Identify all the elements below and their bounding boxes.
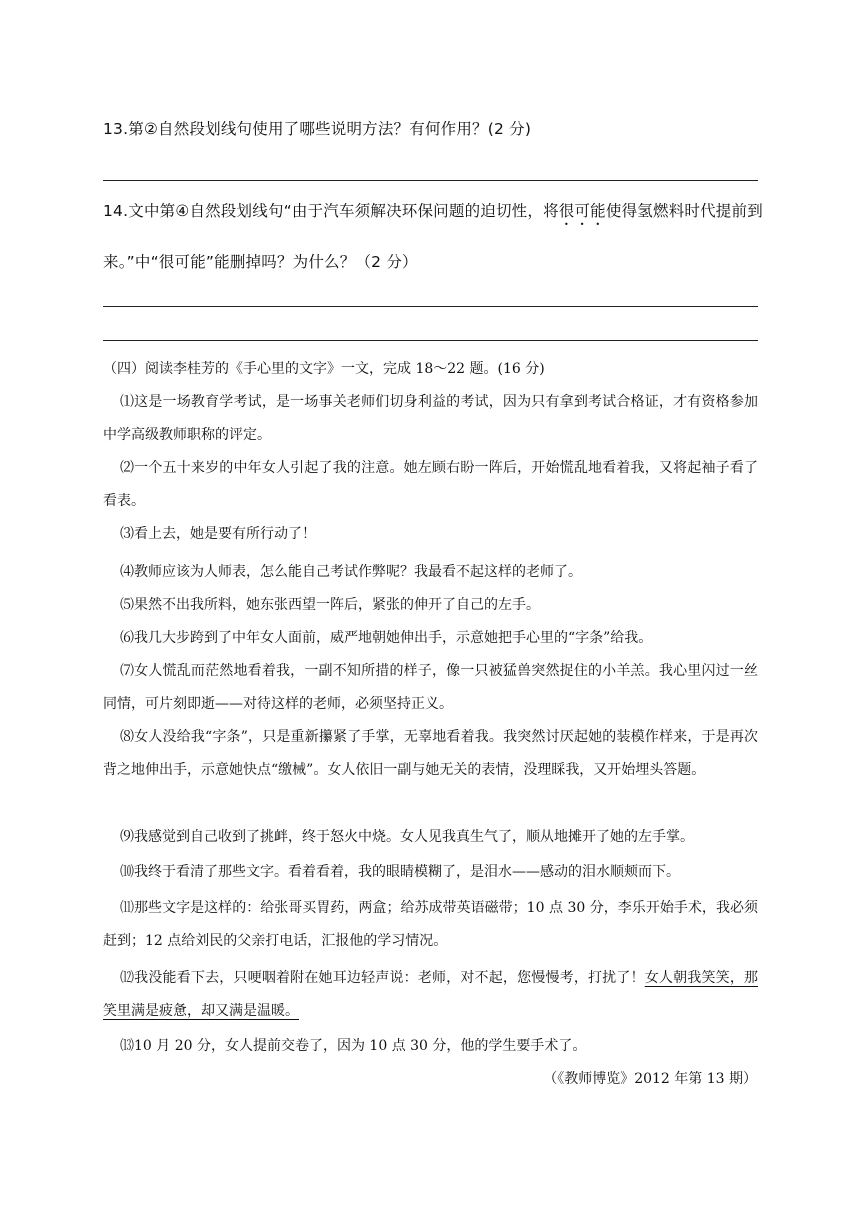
q14-text: 14.文中第④自然段划线句“由于汽车须解决环保问题的迫切性，将 bbox=[103, 202, 559, 220]
q14-text-tail: 使得氢燃料时代提前到 bbox=[605, 202, 763, 220]
paragraph-6: ⑹我几大步跨到了中年女人面前，威严地朝她伸出手，示意她把手心里的“字条”给我。 bbox=[120, 630, 653, 646]
question-13: 13.第②自然段划线句使用了哪些说明方法？有何作用？(2 分) bbox=[103, 120, 532, 138]
question-14-line-2: 来。”中“很可能”能删掉吗？为什么？（2 分） bbox=[103, 253, 418, 271]
paragraph-10: ⑽我终于看清了那些文字。看着看着，我的眼睛模糊了，是泪水——感动的泪水顺颊而下。 bbox=[120, 864, 680, 880]
paragraph-12-underlined: 女人朝我笑笑，那笑里满是疲惫，却又满是温暖。 bbox=[103, 970, 759, 1019]
paragraph-9: ⑼我感觉到自己收到了挑衅，终于怒火中烧。女人见我真生气了，顺从地摊开了她的左手掌。 bbox=[120, 829, 694, 845]
paragraph-13: ⒀10 月 20 分，女人提前交卷了，因为 10 点 30 分，他的学生要手术了。 bbox=[120, 1038, 587, 1054]
paragraph-4: ⑷教师应该为人师表，怎么能自己考试作弊呢？我最看不起这样的老师了。 bbox=[120, 564, 582, 580]
q14-dotted-phrase: 很可能 bbox=[558, 202, 606, 220]
question-14-line-1 bbox=[103, 199, 763, 229]
answer-line-13 bbox=[103, 180, 758, 181]
paragraph-2: ⑵一个五十来岁的中年女人引起了我的注意。她左顾右盼一阵后，开始慌乱地看着我，又将起袖子看了看表。 bbox=[103, 460, 758, 509]
paragraph-3: ⑶看上去，她是要有所行动了！ bbox=[120, 526, 316, 542]
paragraph-11: ⑾那些文字是这样的：给张哥买胃药，两盒；给苏成带英语磁带；10 点 30 分，李乐开始手术，我必须赶到；12 点给刘民的父亲打电话，汇报他的学习情况。 bbox=[103, 900, 758, 949]
paragraph-12 bbox=[103, 962, 758, 1028]
paragraph-5: ⑸果然不出我所料，她东张西望一阵后，紧张的伸开了自己的左手。 bbox=[120, 597, 540, 613]
paragraph-1: ⑴这是一场教育学考试，是一场事关老师们切身利益的考试，因为只有拿到考试合格证，才有资格参加中学高级教师职称的评定。 bbox=[103, 394, 758, 443]
section-heading: （四）阅读李桂芳的《手心里的文字》一文，完成 18～22 题。(16 分) bbox=[103, 361, 545, 377]
paragraph-7: ⑺女人慌乱而茫然地看着我，一副不知所措的样子，像一只被猛兽突然捉住的小羊羔。我心里闪过一丝同情，可片刻即逝——对待这样的老师，必须坚持正义。 bbox=[103, 663, 758, 712]
paragraph-8: ⑻女人没给我“字条”，只是重新攥紧了手掌，无辜地看着我。我突然讨厌起她的装模作样来，于是再次背之地伸出手，示意她快点“缴械”。女人依旧一副与她无关的表情，没理睬我，又开始埋头答题。 bbox=[103, 729, 758, 778]
answer-line-14a bbox=[103, 306, 758, 307]
paragraph-12-text: ⑿我没能看下去，只哽咽着附在她耳边轻声说：老师，对不起，您慢慢考，打扰了！ bbox=[120, 970, 645, 986]
answer-line-14b bbox=[103, 340, 758, 341]
source-citation: （《教师博览》2012 年第 13 期） bbox=[543, 1071, 757, 1087]
